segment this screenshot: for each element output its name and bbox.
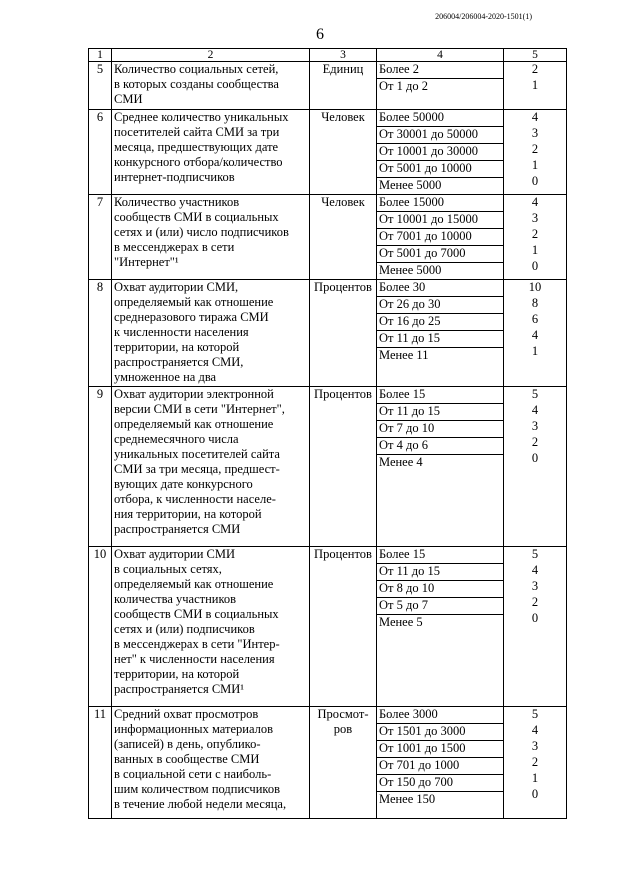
points-value: 1 — [531, 771, 539, 785]
criterion-description — [112, 547, 310, 707]
table-row — [89, 547, 567, 707]
description-line: Количество социальных сетей, — [114, 62, 279, 76]
description-line: Средний охват просмотров — [114, 707, 259, 721]
description-line: умноженное на два — [114, 370, 217, 384]
points-value: 3 — [531, 126, 539, 140]
description-line: "Интернет"¹ — [114, 255, 179, 269]
points-value: 3 — [531, 579, 539, 593]
criterion-range: От 8 до 10 — [377, 581, 503, 598]
points-cell — [504, 707, 567, 819]
row-number: 10 — [89, 547, 112, 707]
points-value: 0 — [531, 611, 539, 625]
points-cell — [504, 110, 567, 195]
criteria-cell — [377, 280, 504, 387]
criterion-range: От 30001 до 50000 — [377, 127, 503, 144]
description-line: ванных в сообществе СМИ — [114, 752, 260, 766]
points-cell — [504, 280, 567, 387]
points-cell — [504, 547, 567, 707]
criterion-range: Более 30 — [377, 280, 503, 297]
points-value: 3 — [531, 739, 539, 753]
description-line: посетителей сайта СМИ за три — [114, 125, 280, 139]
criterion-range: От 5 до 7 — [377, 598, 503, 615]
description-line: сообществ СМИ в социальных — [114, 210, 279, 224]
criterion-range: Более 2 — [377, 62, 503, 79]
description-line: территории, на которой — [114, 340, 240, 354]
criterion-range: От 5001 до 10000 — [377, 161, 503, 178]
row-number: 6 — [89, 110, 112, 195]
criterion-range: От 4 до 6 — [377, 438, 503, 455]
description-line: сетях и (или) подписчиков — [114, 622, 255, 636]
unit-of-measure — [310, 62, 377, 110]
points-value: 5 — [531, 547, 539, 561]
unit-line: Просмот- — [317, 707, 369, 721]
criterion-range: От 1001 до 1500 — [377, 741, 503, 758]
description-line: определяемый как отношение — [114, 417, 274, 431]
table-row — [89, 707, 567, 819]
criterion-range: От 10001 до 30000 — [377, 144, 503, 161]
criterion-range: От 11 до 15 — [377, 404, 503, 421]
criterion-range: Менее 5 — [379, 615, 423, 629]
description-line: (записей) в день, опублико- — [114, 737, 261, 751]
page-number: 6 — [316, 26, 324, 43]
criterion-range: От 7 до 10 — [377, 421, 503, 438]
points-value: 2 — [531, 62, 539, 76]
description-line: СМИ за три месяца, предшест- — [114, 462, 280, 476]
table-row — [89, 280, 567, 387]
points-value: 2 — [531, 755, 539, 769]
criterion-range: Более 15 — [377, 387, 503, 404]
unit-of-measure — [310, 195, 377, 280]
description-line: отбора, к численности населе- — [114, 492, 276, 506]
column-header: 1 — [89, 49, 112, 62]
table-row — [89, 387, 567, 547]
points-value: 0 — [531, 174, 539, 188]
table-row — [89, 110, 567, 195]
column-header: 5 — [504, 49, 567, 62]
description-line: среднемесячного числа — [114, 432, 239, 446]
description-line: информационных материалов — [114, 722, 273, 736]
description-line: сообществ СМИ в социальных — [114, 607, 279, 621]
points-value: 4 — [531, 563, 539, 577]
points-value: 0 — [531, 787, 539, 801]
criterion-range: От 10001 до 15000 — [377, 212, 503, 229]
unit-line: Процентов — [314, 387, 372, 401]
criteria-cell — [377, 62, 504, 110]
criterion-description — [112, 707, 310, 819]
criterion-range: Менее 5000 — [379, 263, 442, 277]
points-value: 2 — [531, 435, 539, 449]
criterion-description — [112, 62, 310, 110]
points-value: 4 — [531, 723, 539, 737]
points-value: 3 — [531, 211, 539, 225]
description-line: распространяется СМИ¹ — [114, 682, 245, 696]
points-value: 8 — [531, 296, 539, 310]
row-number: 8 — [89, 280, 112, 387]
points-value: 1 — [531, 344, 539, 358]
description-line: к численности населения — [114, 325, 249, 339]
unit-line: Процентов — [314, 280, 372, 294]
criterion-range: От 1501 до 3000 — [377, 724, 503, 741]
points-cell — [504, 195, 567, 280]
criterion-range: Более 15000 — [377, 195, 503, 212]
criteria-table — [88, 48, 567, 819]
description-line: в течение любой недели месяца, — [114, 797, 287, 811]
points-value: 1 — [531, 78, 539, 92]
points-cell — [504, 387, 567, 547]
criteria-cell — [377, 387, 504, 547]
description-line: определяемый как отношение — [114, 577, 274, 591]
description-line: вующих дате конкурсного — [114, 477, 253, 491]
points-value: 0 — [531, 451, 539, 465]
description-line: интернет-подписчиков — [114, 170, 235, 184]
points-value: 5 — [531, 707, 539, 721]
criteria-cell — [377, 707, 504, 819]
description-line: количества участников — [114, 592, 237, 606]
table-row — [89, 62, 567, 110]
unit-line: Единиц — [322, 62, 364, 76]
points-value: 1 — [531, 158, 539, 172]
description-line: нет" к численности населения — [114, 652, 275, 666]
criterion-description — [112, 110, 310, 195]
row-number: 7 — [89, 195, 112, 280]
criterion-range: От 701 до 1000 — [377, 758, 503, 775]
criteria-cell — [377, 547, 504, 707]
column-header: 2 — [112, 49, 310, 62]
criterion-description — [112, 195, 310, 280]
criteria-cell — [377, 195, 504, 280]
unit-line: Человек — [321, 195, 365, 209]
unit-line: Человек — [321, 110, 365, 124]
description-line: шим количеством подписчиков — [114, 782, 281, 796]
description-line: определяемый как отношение — [114, 295, 274, 309]
description-line: распространяется СМИ, — [114, 355, 244, 369]
criterion-range: Менее 4 — [379, 455, 423, 469]
criterion-range: От 11 до 15 — [377, 331, 503, 348]
points-value: 2 — [531, 227, 539, 241]
description-line: в мессенджерах в сети — [114, 240, 235, 254]
description-line: Охват аудитории СМИ, — [114, 280, 239, 294]
description-line: в социальных сетях, — [114, 562, 222, 576]
criterion-range: От 26 до 30 — [377, 297, 503, 314]
criterion-range: От 5001 до 7000 — [377, 246, 503, 263]
description-line: СМИ — [114, 92, 143, 106]
description-line: Количество участников — [114, 195, 240, 209]
unit-of-measure — [310, 110, 377, 195]
description-line: Охват аудитории электронной — [114, 387, 274, 401]
description-line: месяца, предшествующих дате — [114, 140, 279, 154]
description-line: конкурсного отбора/количество — [114, 155, 283, 169]
points-value: 1 — [531, 243, 539, 257]
points-value: 3 — [531, 419, 539, 433]
criterion-range: Менее 11 — [379, 348, 429, 362]
unit-of-measure — [310, 707, 377, 819]
description-line: в мессенджерах в сети "Интер- — [114, 637, 280, 651]
description-line: ния территории, на которой — [114, 507, 262, 521]
criterion-range: От 150 до 700 — [377, 775, 503, 792]
description-line: Охват аудитории СМИ — [114, 547, 236, 561]
document-id: 206004/206004-2020-1501(1) — [435, 12, 532, 21]
criterion-range: Менее 150 — [379, 792, 436, 806]
points-value: 0 — [531, 259, 539, 273]
criterion-range: Менее 5000 — [379, 178, 442, 192]
points-value: 2 — [531, 595, 539, 609]
description-line: сетях и (или) число подписчиков — [114, 225, 289, 239]
criterion-description — [112, 280, 310, 387]
row-number: 5 — [89, 62, 112, 110]
points-value: 2 — [531, 142, 539, 156]
criterion-range: От 16 до 25 — [377, 314, 503, 331]
points-value: 6 — [531, 312, 539, 326]
points-value: 10 — [528, 280, 542, 294]
points-value: 5 — [531, 387, 539, 401]
criterion-range: Более 3000 — [377, 707, 503, 724]
criterion-range: От 1 до 2 — [379, 79, 428, 93]
description-line: уникальных посетителей сайта — [114, 447, 280, 461]
description-line: Среднее количество уникальных — [114, 110, 289, 124]
unit-line: Процентов — [314, 547, 372, 561]
description-line: в которых созданы сообщества — [114, 77, 279, 91]
description-line: в социальной сети с наиболь- — [114, 767, 272, 781]
points-value: 4 — [531, 110, 539, 124]
table-header-row — [89, 49, 567, 62]
criteria-cell — [377, 110, 504, 195]
criterion-range: От 7001 до 10000 — [377, 229, 503, 246]
column-header: 4 — [377, 49, 504, 62]
unit-of-measure — [310, 547, 377, 707]
description-line: среднеразового тиража СМИ — [114, 310, 269, 324]
description-line: распространяется СМИ — [114, 522, 241, 536]
description-line: версии СМИ в сети "Интернет", — [114, 402, 285, 416]
points-value: 4 — [531, 195, 539, 209]
row-number: 11 — [89, 707, 112, 819]
criterion-range: От 11 до 15 — [377, 564, 503, 581]
unit-line: ров — [333, 722, 353, 736]
criterion-range: Более 50000 — [377, 110, 503, 127]
unit-of-measure — [310, 280, 377, 387]
points-value: 4 — [531, 328, 539, 342]
points-cell — [504, 62, 567, 110]
criterion-range: Более 15 — [377, 547, 503, 564]
table-row — [89, 195, 567, 280]
row-number: 9 — [89, 387, 112, 547]
criterion-description — [112, 387, 310, 547]
column-header: 3 — [310, 49, 377, 62]
unit-of-measure — [310, 387, 377, 547]
points-value: 4 — [531, 403, 539, 417]
description-line: территории, на которой — [114, 667, 240, 681]
